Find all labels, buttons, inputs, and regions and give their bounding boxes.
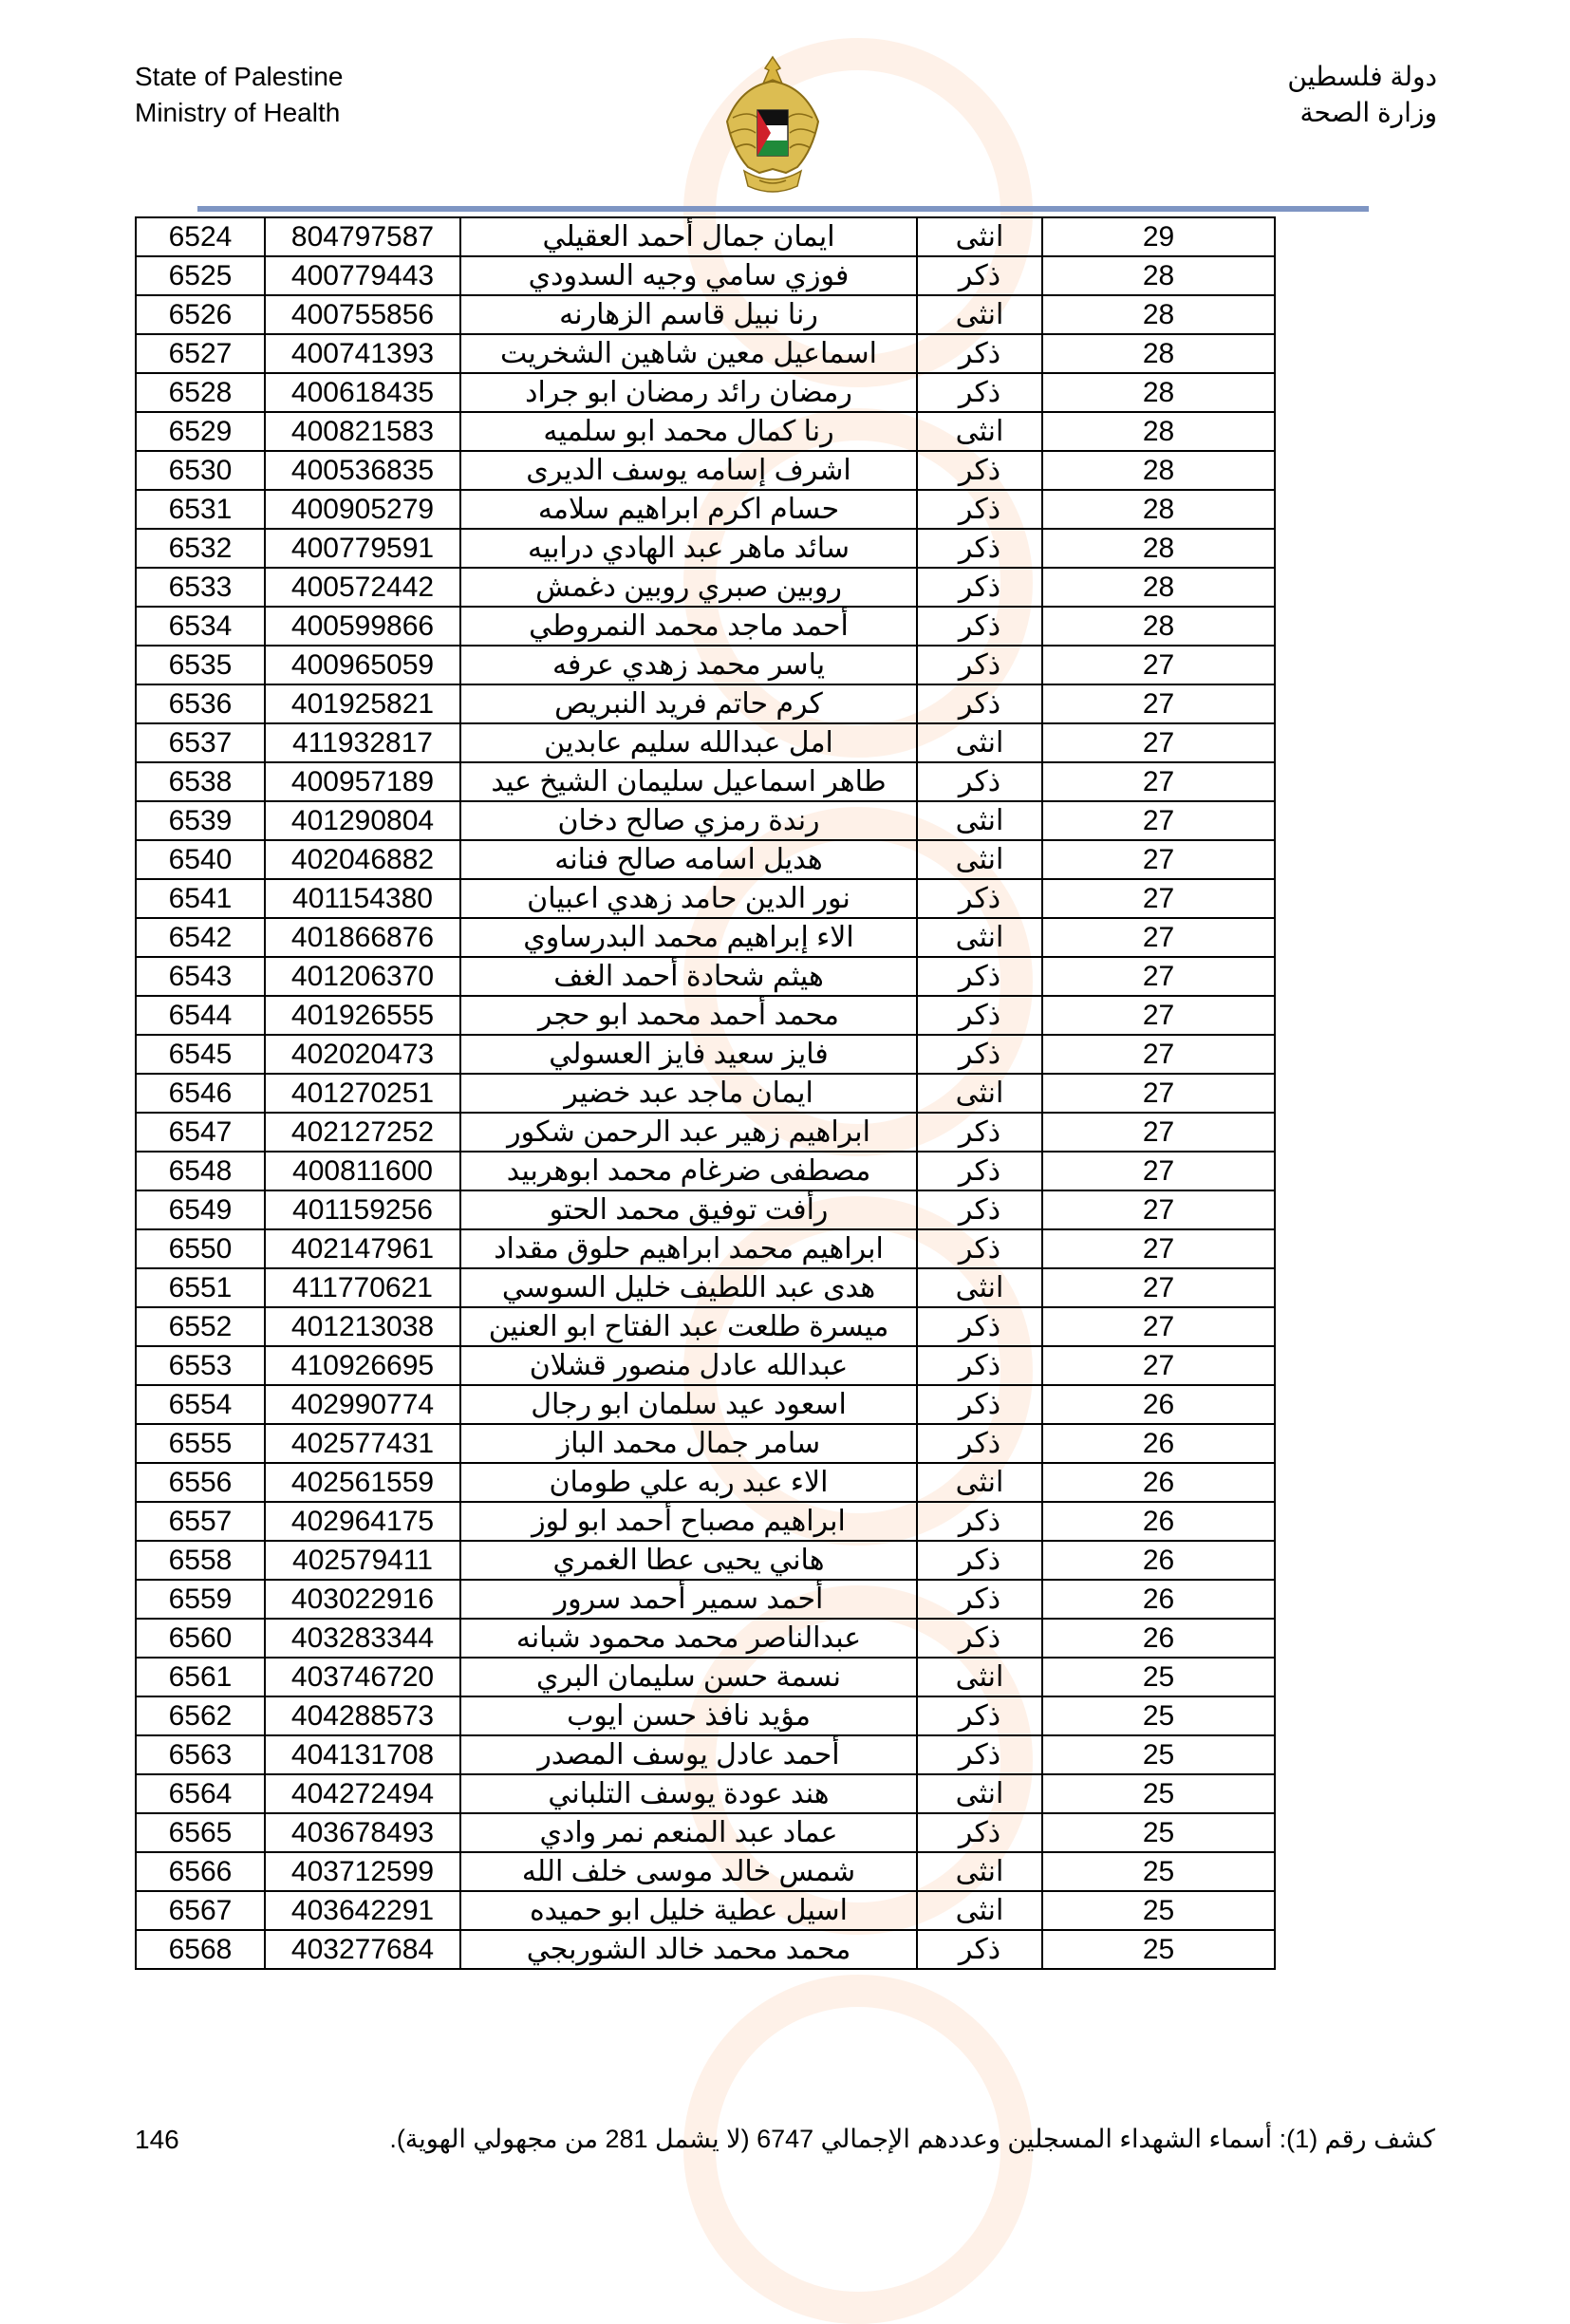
cell-full-name: هديل اسامه صالح فنانه xyxy=(460,840,917,879)
cell-id-number: 403642291 xyxy=(265,1891,460,1930)
table-row xyxy=(136,217,1275,256)
cell-full-name: رنا كمال محمد ابو سلميه xyxy=(460,412,917,451)
cell-id-number: 400905279 xyxy=(265,490,460,529)
cell-sequence-number: 6566 xyxy=(136,1852,265,1891)
table-row xyxy=(136,412,1275,451)
cell-age: 27 xyxy=(1042,801,1275,840)
cell-gender: ذكر xyxy=(917,607,1042,646)
table-row xyxy=(136,568,1275,607)
cell-gender: ذكر xyxy=(917,1113,1042,1152)
cell-id-number: 400779591 xyxy=(265,529,460,568)
cell-age: 25 xyxy=(1042,1930,1275,1969)
cell-id-number: 404131708 xyxy=(265,1735,460,1774)
cell-full-name: سامر جمال محمد الباز xyxy=(460,1424,917,1463)
table-row xyxy=(136,607,1275,646)
header-ministry-en: Ministry of Health xyxy=(135,98,341,127)
cell-age: 27 xyxy=(1042,723,1275,762)
cell-full-name: ياسر محمد زهدي عرفه xyxy=(460,646,917,684)
cell-gender: ذكر xyxy=(917,646,1042,684)
roster-table xyxy=(135,216,1276,1970)
cell-sequence-number: 6558 xyxy=(136,1541,265,1580)
header-country-ar: دولة فلسطين xyxy=(1287,62,1437,91)
cell-gender: انثى xyxy=(917,1463,1042,1502)
cell-age: 28 xyxy=(1042,412,1275,451)
cell-sequence-number: 6564 xyxy=(136,1774,265,1813)
cell-sequence-number: 6554 xyxy=(136,1385,265,1424)
cell-id-number: 402990774 xyxy=(265,1385,460,1424)
cell-sequence-number: 6541 xyxy=(136,879,265,918)
table-row xyxy=(136,490,1275,529)
cell-age: 28 xyxy=(1042,490,1275,529)
cell-id-number: 403746720 xyxy=(265,1658,460,1696)
cell-full-name: فوزي سامي وجيه السدودي xyxy=(460,256,917,295)
table-row xyxy=(136,996,1275,1035)
cell-full-name: محمد أحمد محمد ابو حجر xyxy=(460,996,917,1035)
table-row xyxy=(136,762,1275,801)
table-row xyxy=(136,373,1275,412)
cell-age: 28 xyxy=(1042,529,1275,568)
cell-gender: انثى xyxy=(917,840,1042,879)
cell-id-number: 400965059 xyxy=(265,646,460,684)
cell-id-number: 402127252 xyxy=(265,1113,460,1152)
cell-gender: انثى xyxy=(917,918,1042,957)
cell-gender: ذكر xyxy=(917,451,1042,490)
cell-age: 26 xyxy=(1042,1502,1275,1541)
cell-sequence-number: 6561 xyxy=(136,1658,265,1696)
cell-full-name: نور الدين حامد زهدي اعبيان xyxy=(460,879,917,918)
cell-gender: ذكر xyxy=(917,1229,1042,1268)
cell-sequence-number: 6552 xyxy=(136,1307,265,1346)
table-row xyxy=(136,1113,1275,1152)
cell-age: 27 xyxy=(1042,1346,1275,1385)
cell-id-number: 402046882 xyxy=(265,840,460,879)
cell-age: 29 xyxy=(1042,217,1275,256)
cell-id-number: 411770621 xyxy=(265,1268,460,1307)
table-row xyxy=(136,957,1275,996)
cell-full-name: أحمد سمير أحمد سرور xyxy=(460,1580,917,1619)
cell-age: 25 xyxy=(1042,1658,1275,1696)
cell-gender: ذكر xyxy=(917,490,1042,529)
cell-id-number: 410926695 xyxy=(265,1346,460,1385)
cell-sequence-number: 6527 xyxy=(136,334,265,373)
table-row xyxy=(136,684,1275,723)
cell-id-number: 402020473 xyxy=(265,1035,460,1074)
cell-id-number: 400599866 xyxy=(265,607,460,646)
cell-gender: انثى xyxy=(917,1774,1042,1813)
cell-full-name: أحمد ماجد محمد النمروطي xyxy=(460,607,917,646)
cell-full-name: طاهر اسماعيل سليمان الشيخ عيد xyxy=(460,762,917,801)
cell-id-number: 401926555 xyxy=(265,996,460,1035)
cell-sequence-number: 6544 xyxy=(136,996,265,1035)
table-row xyxy=(136,1229,1275,1268)
cell-id-number: 402577431 xyxy=(265,1424,460,1463)
cell-sequence-number: 6539 xyxy=(136,801,265,840)
cell-id-number: 403022916 xyxy=(265,1580,460,1619)
cell-id-number: 403277684 xyxy=(265,1930,460,1969)
cell-gender: ذكر xyxy=(917,1696,1042,1735)
cell-gender: انثى xyxy=(917,801,1042,840)
cell-id-number: 804797587 xyxy=(265,217,460,256)
cell-gender: ذكر xyxy=(917,568,1042,607)
cell-full-name: اشرف إسامه يوسف الديرى xyxy=(460,451,917,490)
cell-full-name: هند عودة يوسف التلباني xyxy=(460,1774,917,1813)
palestine-eagle-emblem-icon xyxy=(723,55,822,199)
header-country-en: State of Palestine xyxy=(135,62,344,91)
cell-age: 25 xyxy=(1042,1891,1275,1930)
cell-gender: انثى xyxy=(917,1074,1042,1113)
cell-id-number: 404288573 xyxy=(265,1696,460,1735)
cell-gender: انثى xyxy=(917,1268,1042,1307)
cell-sequence-number: 6532 xyxy=(136,529,265,568)
table-row xyxy=(136,801,1275,840)
header-ministry-ar: وزارة الصحة xyxy=(1299,98,1437,127)
cell-age: 28 xyxy=(1042,256,1275,295)
cell-gender: ذكر xyxy=(917,334,1042,373)
cell-gender: ذكر xyxy=(917,957,1042,996)
cell-full-name: رأفت توفيق محمد الحتو xyxy=(460,1190,917,1229)
table-row xyxy=(136,1619,1275,1658)
cell-sequence-number: 6560 xyxy=(136,1619,265,1658)
cell-sequence-number: 6538 xyxy=(136,762,265,801)
cell-full-name: ابراهيم مصباح أحمد ابو لوز xyxy=(460,1502,917,1541)
cell-full-name: هدى عبد اللطيف خليل السوسي xyxy=(460,1268,917,1307)
cell-age: 27 xyxy=(1042,996,1275,1035)
cell-sequence-number: 6562 xyxy=(136,1696,265,1735)
cell-full-name: نسمة حسن سليمان البري xyxy=(460,1658,917,1696)
cell-gender: ذكر xyxy=(917,879,1042,918)
cell-full-name: الاء عبد ربه علي طومان xyxy=(460,1463,917,1502)
cell-id-number: 400536835 xyxy=(265,451,460,490)
cell-gender: انثى xyxy=(917,217,1042,256)
cell-full-name: اسيل عطية خليل ابو حميده xyxy=(460,1891,917,1930)
cell-age: 27 xyxy=(1042,646,1275,684)
cell-full-name: أحمد عادل يوسف المصدر xyxy=(460,1735,917,1774)
cell-sequence-number: 6548 xyxy=(136,1152,265,1190)
cell-id-number: 400741393 xyxy=(265,334,460,373)
cell-gender: ذكر xyxy=(917,1735,1042,1774)
cell-gender: ذكر xyxy=(917,1152,1042,1190)
table-row xyxy=(136,723,1275,762)
table-row xyxy=(136,918,1275,957)
cell-full-name: عماد عبد المنعم نمر وادي xyxy=(460,1813,917,1852)
cell-gender: انثى xyxy=(917,1658,1042,1696)
cell-full-name: مؤيد نافذ حسن ايوب xyxy=(460,1696,917,1735)
cell-gender: ذكر xyxy=(917,1035,1042,1074)
cell-id-number: 401159256 xyxy=(265,1190,460,1229)
cell-id-number: 403712599 xyxy=(265,1852,460,1891)
table-row xyxy=(136,1930,1275,1969)
table-row xyxy=(136,879,1275,918)
table-row xyxy=(136,840,1275,879)
cell-gender: ذكر xyxy=(917,1619,1042,1658)
cell-id-number: 403283344 xyxy=(265,1619,460,1658)
cell-gender: انثى xyxy=(917,1852,1042,1891)
cell-sequence-number: 6535 xyxy=(136,646,265,684)
cell-sequence-number: 6557 xyxy=(136,1502,265,1541)
cell-id-number: 411932817 xyxy=(265,723,460,762)
table-row xyxy=(136,529,1275,568)
cell-sequence-number: 6525 xyxy=(136,256,265,295)
cell-gender: انثى xyxy=(917,723,1042,762)
cell-age: 25 xyxy=(1042,1813,1275,1852)
cell-sequence-number: 6555 xyxy=(136,1424,265,1463)
cell-sequence-number: 6565 xyxy=(136,1813,265,1852)
cell-full-name: كرم حاتم فريد النبريص xyxy=(460,684,917,723)
cell-gender: ذكر xyxy=(917,256,1042,295)
table-row xyxy=(136,1852,1275,1891)
cell-id-number: 402964175 xyxy=(265,1502,460,1541)
cell-full-name: الاء إبراهيم محمد البدرساوي xyxy=(460,918,917,957)
cell-sequence-number: 6545 xyxy=(136,1035,265,1074)
cell-sequence-number: 6533 xyxy=(136,568,265,607)
cell-sequence-number: 6531 xyxy=(136,490,265,529)
roster-table-body xyxy=(136,217,1275,1969)
table-row xyxy=(136,1346,1275,1385)
cell-id-number: 403678493 xyxy=(265,1813,460,1852)
cell-sequence-number: 6567 xyxy=(136,1891,265,1930)
cell-full-name: حسام اكرم ابراهيم سلامه xyxy=(460,490,917,529)
cell-full-name: مصطفى ضرغام محمد ابوهربيد xyxy=(460,1152,917,1190)
cell-id-number: 404272494 xyxy=(265,1774,460,1813)
cell-full-name: عبدالله عادل منصور قشلان xyxy=(460,1346,917,1385)
cell-age: 25 xyxy=(1042,1852,1275,1891)
cell-age: 27 xyxy=(1042,1035,1275,1074)
table-row xyxy=(136,1774,1275,1813)
cell-full-name: امل عبدالله سليم عابدين xyxy=(460,723,917,762)
cell-gender: انثى xyxy=(917,412,1042,451)
table-row xyxy=(136,1735,1275,1774)
cell-sequence-number: 6528 xyxy=(136,373,265,412)
table-row xyxy=(136,1268,1275,1307)
cell-sequence-number: 6543 xyxy=(136,957,265,996)
cell-id-number: 401206370 xyxy=(265,957,460,996)
cell-age: 27 xyxy=(1042,762,1275,801)
cell-age: 26 xyxy=(1042,1541,1275,1580)
cell-sequence-number: 6542 xyxy=(136,918,265,957)
cell-full-name: ايمان جمال أحمد العقيلي xyxy=(460,217,917,256)
cell-gender: ذكر xyxy=(917,1930,1042,1969)
table-row xyxy=(136,1074,1275,1113)
cell-sequence-number: 6553 xyxy=(136,1346,265,1385)
cell-id-number: 400618435 xyxy=(265,373,460,412)
cell-age: 27 xyxy=(1042,1113,1275,1152)
cell-age: 27 xyxy=(1042,1307,1275,1346)
cell-age: 27 xyxy=(1042,684,1275,723)
cell-age: 28 xyxy=(1042,568,1275,607)
cell-id-number: 402579411 xyxy=(265,1541,460,1580)
cell-id-number: 401270251 xyxy=(265,1074,460,1113)
cell-full-name: ايمان ماجد عبد خضير xyxy=(460,1074,917,1113)
cell-gender: ذكر xyxy=(917,1424,1042,1463)
cell-age: 28 xyxy=(1042,373,1275,412)
table-row xyxy=(136,451,1275,490)
cell-age: 28 xyxy=(1042,295,1275,334)
cell-sequence-number: 6526 xyxy=(136,295,265,334)
cell-age: 27 xyxy=(1042,957,1275,996)
cell-full-name: ابراهيم زهير عبد الرحمن شكور xyxy=(460,1113,917,1152)
cell-sequence-number: 6550 xyxy=(136,1229,265,1268)
cell-age: 25 xyxy=(1042,1735,1275,1774)
cell-age: 26 xyxy=(1042,1463,1275,1502)
cell-sequence-number: 6537 xyxy=(136,723,265,762)
cell-age: 27 xyxy=(1042,1152,1275,1190)
cell-full-name: هيثم شحادة أحمد الغف xyxy=(460,957,917,996)
cell-gender: ذكر xyxy=(917,762,1042,801)
cell-sequence-number: 6568 xyxy=(136,1930,265,1969)
cell-sequence-number: 6546 xyxy=(136,1074,265,1113)
cell-gender: ذكر xyxy=(917,996,1042,1035)
table-row xyxy=(136,1891,1275,1930)
cell-id-number: 401925821 xyxy=(265,684,460,723)
cell-gender: ذكر xyxy=(917,1190,1042,1229)
cell-id-number: 400811600 xyxy=(265,1152,460,1190)
cell-id-number: 400957189 xyxy=(265,762,460,801)
cell-id-number: 402147961 xyxy=(265,1229,460,1268)
cell-age: 25 xyxy=(1042,1696,1275,1735)
table-row xyxy=(136,1035,1275,1074)
cell-age: 27 xyxy=(1042,918,1275,957)
cell-full-name: فايز سعيد فايز العسولي xyxy=(460,1035,917,1074)
cell-gender: ذكر xyxy=(917,373,1042,412)
cell-full-name: رندة رمزي صالح دخان xyxy=(460,801,917,840)
cell-full-name: روبين صبري روبين دغمش xyxy=(460,568,917,607)
cell-full-name: اسعود عيد سلمان ابو رجال xyxy=(460,1385,917,1424)
table-row xyxy=(136,1190,1275,1229)
cell-gender: ذكر xyxy=(917,1346,1042,1385)
cell-full-name: هاني يحيى عطا الغمري xyxy=(460,1541,917,1580)
header-english xyxy=(135,59,343,131)
table-row xyxy=(136,1307,1275,1346)
cell-age: 27 xyxy=(1042,840,1275,879)
cell-id-number: 401866876 xyxy=(265,918,460,957)
cell-full-name: عبدالناصر محمد محمود شبانه xyxy=(460,1619,917,1658)
cell-age: 28 xyxy=(1042,607,1275,646)
cell-gender: ذكر xyxy=(917,1580,1042,1619)
cell-id-number: 400755856 xyxy=(265,295,460,334)
cell-id-number: 401154380 xyxy=(265,879,460,918)
cell-sequence-number: 6536 xyxy=(136,684,265,723)
cell-full-name: رنا نبيل قاسم الزهارنه xyxy=(460,295,917,334)
cell-sequence-number: 6556 xyxy=(136,1463,265,1502)
cell-sequence-number: 6551 xyxy=(136,1268,265,1307)
cell-gender: ذكر xyxy=(917,684,1042,723)
cell-sequence-number: 6547 xyxy=(136,1113,265,1152)
cell-full-name: شمس خالد موسى خلف الله xyxy=(460,1852,917,1891)
table-row xyxy=(136,646,1275,684)
cell-age: 28 xyxy=(1042,334,1275,373)
cell-full-name: سائد ماهر عبد الهادي درابيه xyxy=(460,529,917,568)
cell-age: 27 xyxy=(1042,879,1275,918)
cell-age: 26 xyxy=(1042,1619,1275,1658)
table-row xyxy=(136,334,1275,373)
cell-id-number: 400821583 xyxy=(265,412,460,451)
table-row xyxy=(136,1463,1275,1502)
cell-age: 26 xyxy=(1042,1580,1275,1619)
cell-gender: ذكر xyxy=(917,529,1042,568)
cell-gender: ذكر xyxy=(917,1502,1042,1541)
cell-gender: انثى xyxy=(917,295,1042,334)
cell-full-name: رمضان رائد رمضان ابو جراد xyxy=(460,373,917,412)
table-row xyxy=(136,1658,1275,1696)
table-row xyxy=(136,1152,1275,1190)
cell-gender: ذكر xyxy=(917,1307,1042,1346)
cell-age: 27 xyxy=(1042,1268,1275,1307)
table-row xyxy=(136,1502,1275,1541)
table-row xyxy=(136,256,1275,295)
cell-full-name: ميسرة طلعت عبد الفتاح ابو العنين xyxy=(460,1307,917,1346)
cell-gender: ذكر xyxy=(917,1385,1042,1424)
table-row xyxy=(136,295,1275,334)
cell-full-name: اسماعيل معين شاهين الشخريت xyxy=(460,334,917,373)
table-row xyxy=(136,1541,1275,1580)
cell-id-number: 400572442 xyxy=(265,568,460,607)
cell-full-name: محمد محمد خالد الشوربجي xyxy=(460,1930,917,1969)
cell-age: 26 xyxy=(1042,1385,1275,1424)
cell-id-number: 402561559 xyxy=(265,1463,460,1502)
cell-age: 27 xyxy=(1042,1074,1275,1113)
page-number: 146 xyxy=(135,2125,179,2154)
cell-gender: ذكر xyxy=(917,1541,1042,1580)
cell-id-number: 401290804 xyxy=(265,801,460,840)
table-row xyxy=(136,1385,1275,1424)
header-divider xyxy=(197,206,1369,212)
table-row xyxy=(136,1696,1275,1735)
cell-gender: انثى xyxy=(917,1891,1042,1930)
table-row xyxy=(136,1813,1275,1852)
cell-sequence-number: 6524 xyxy=(136,217,265,256)
cell-age: 28 xyxy=(1042,451,1275,490)
cell-gender: ذكر xyxy=(917,1813,1042,1852)
cell-sequence-number: 6563 xyxy=(136,1735,265,1774)
cell-age: 27 xyxy=(1042,1229,1275,1268)
cell-sequence-number: 6559 xyxy=(136,1580,265,1619)
cell-sequence-number: 6530 xyxy=(136,451,265,490)
cell-age: 26 xyxy=(1042,1424,1275,1463)
table-row xyxy=(136,1580,1275,1619)
cell-sequence-number: 6549 xyxy=(136,1190,265,1229)
cell-age: 25 xyxy=(1042,1774,1275,1813)
cell-age: 27 xyxy=(1042,1190,1275,1229)
table-row xyxy=(136,1424,1275,1463)
cell-sequence-number: 6529 xyxy=(136,412,265,451)
cell-full-name: ابراهيم محمد ابراهيم حلوق مقداد xyxy=(460,1229,917,1268)
cell-sequence-number: 6534 xyxy=(136,607,265,646)
cell-id-number: 401213038 xyxy=(265,1307,460,1346)
footer-caption: كشف رقم (1): أسماء الشهداء المسجلين وعددهم الإجمالي 6747 (لا يشمل 281 من مجهولي الهوية). xyxy=(389,2125,1435,2153)
cell-sequence-number: 6540 xyxy=(136,840,265,879)
header-arabic xyxy=(1287,59,1437,131)
cell-id-number: 400779443 xyxy=(265,256,460,295)
